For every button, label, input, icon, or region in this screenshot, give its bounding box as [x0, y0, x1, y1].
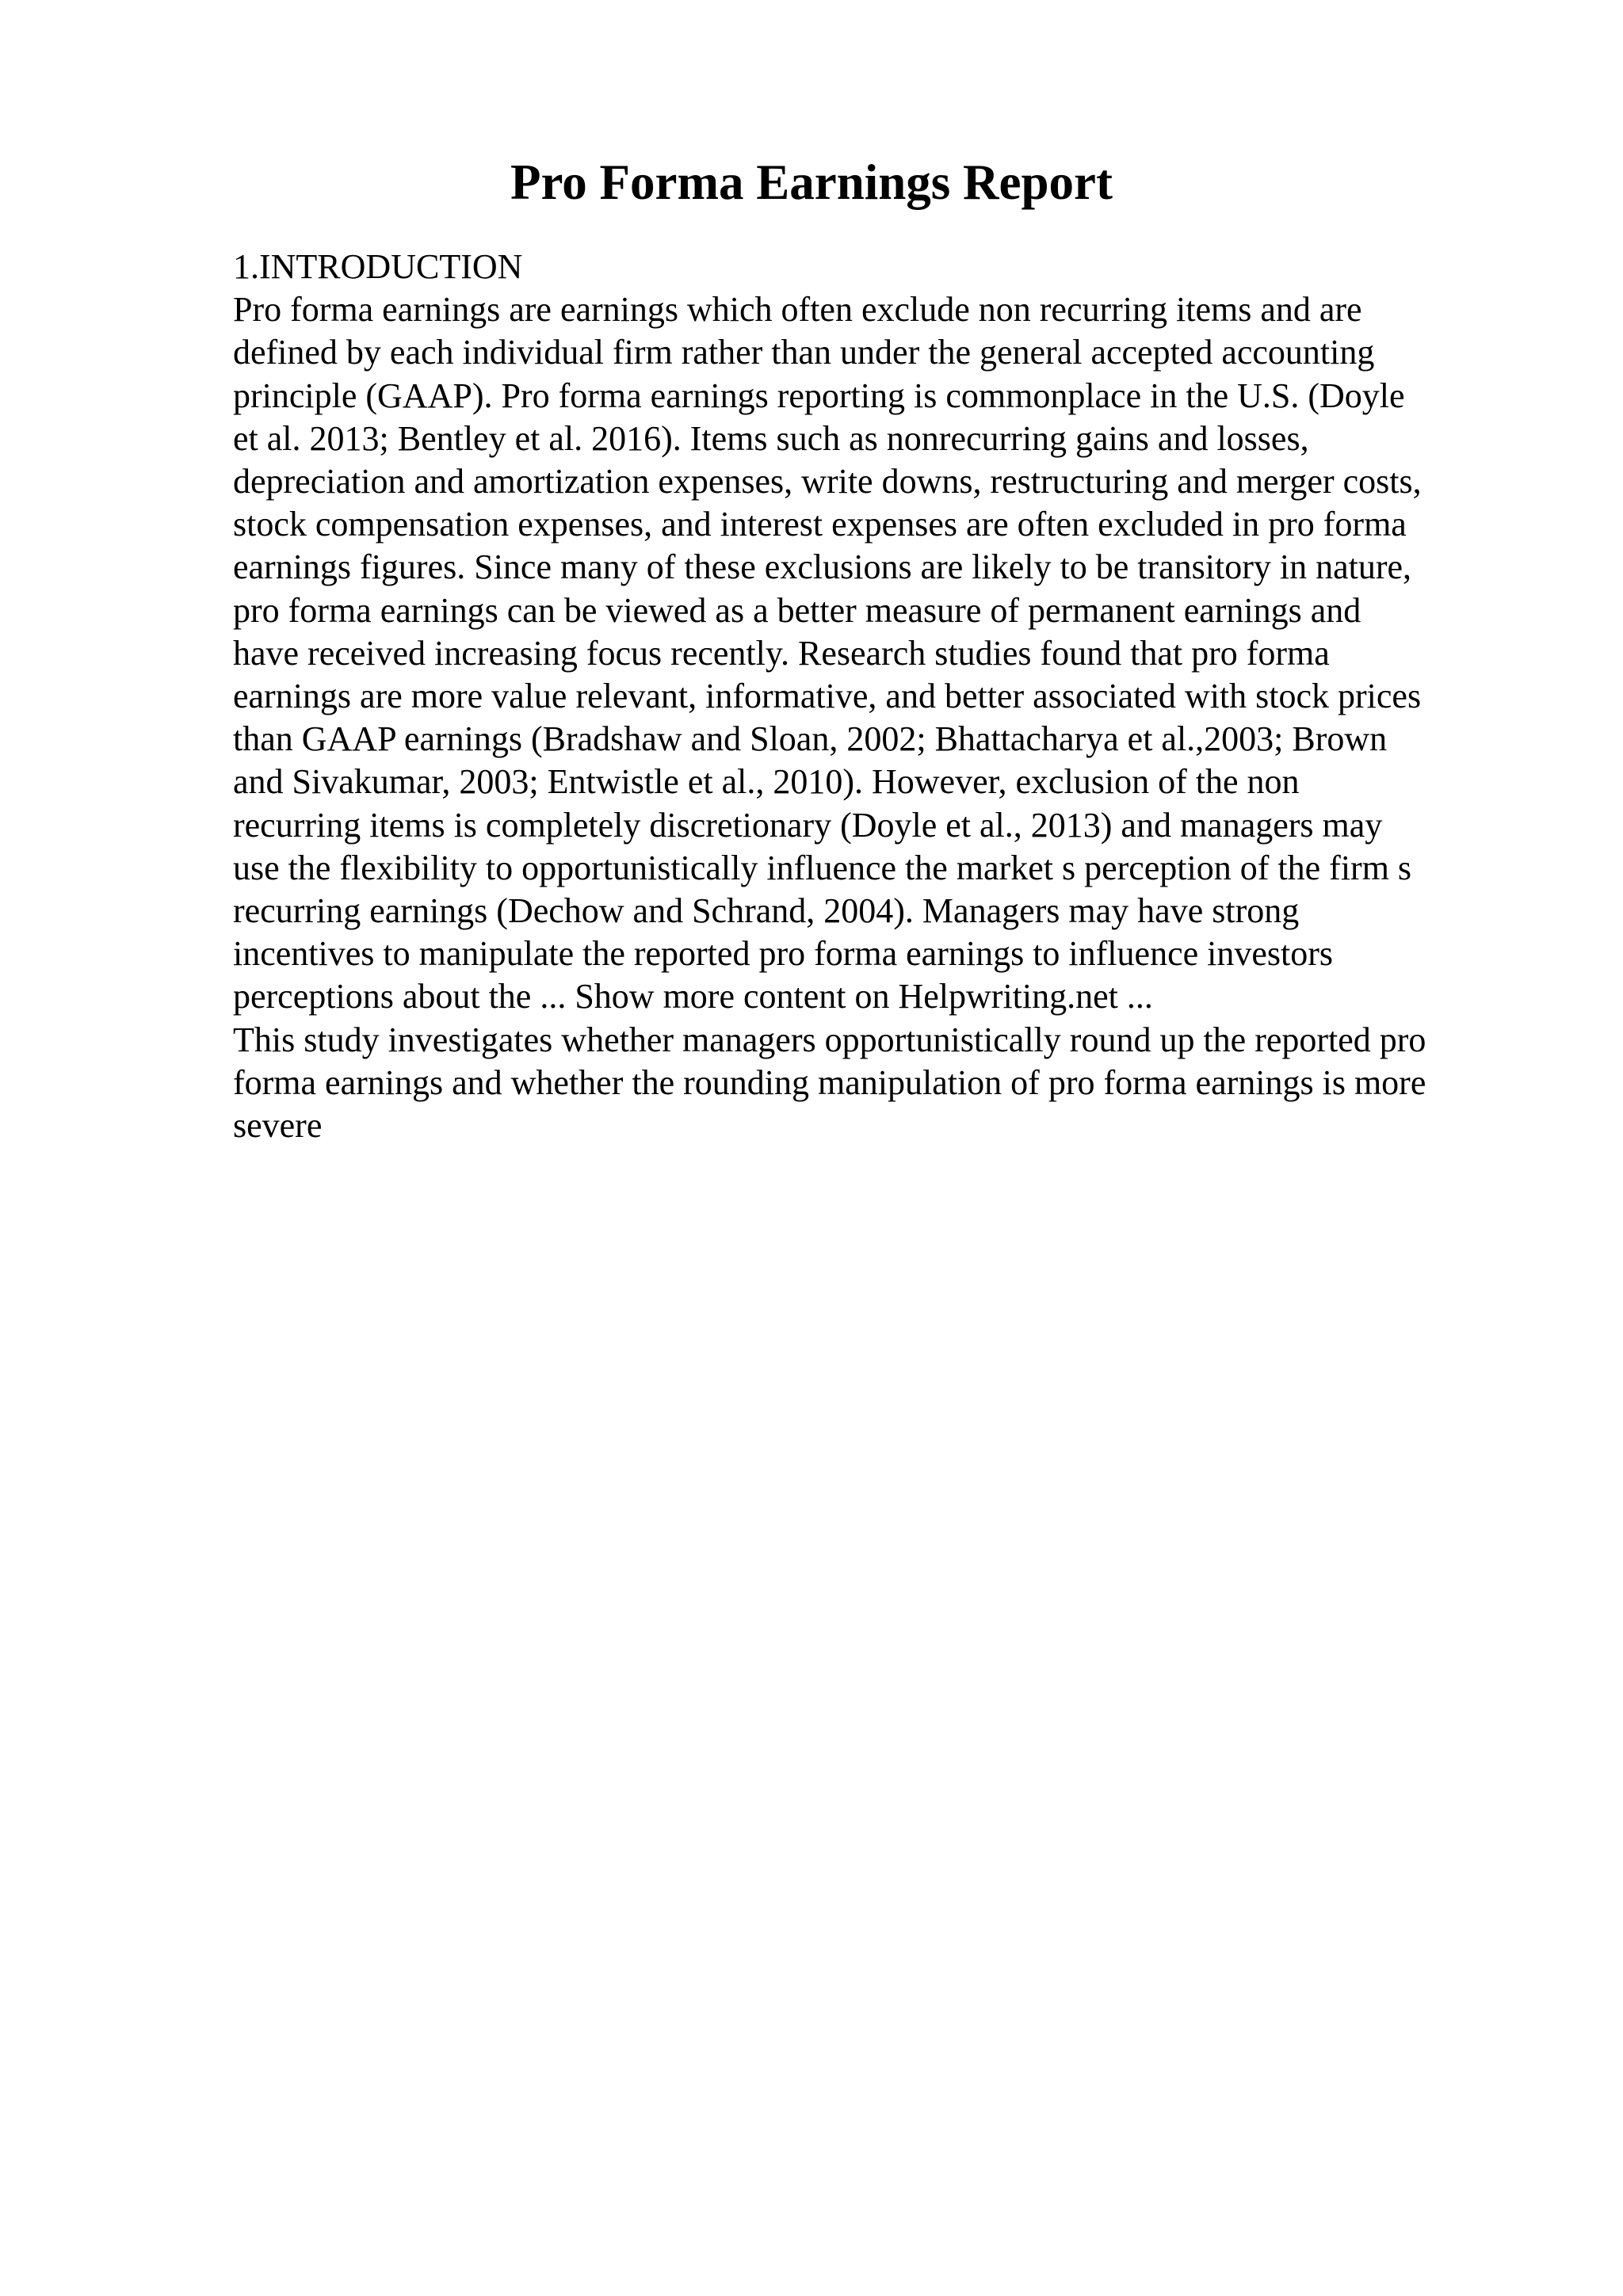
- text-line: pro forma earnings can be viewed as a better measure of permanent earnings and: [233, 590, 1361, 630]
- text-line: This study investigates whether managers opportunistically round up the reported pro: [233, 1020, 1426, 1059]
- text-line: recurring items is completely discretionary (Doyle et al., 2013) and managers may: [233, 805, 1383, 845]
- text-line: than GAAP earnings (Bradshaw and Sloan, 2002; Bhattacharya et al.,2003; Brown: [233, 719, 1388, 759]
- text-line: use the flexibility to opportunistically influence the market s perception of the firm s: [233, 848, 1412, 887]
- text-line: principle (GAAP). Pro forma earnings reporting is commonplace in the U.S. (Doyle: [233, 376, 1405, 415]
- body-text: [233, 246, 1517, 1147]
- show-more-line: perceptions about the ... Show more content on Helpwriting.net ...: [233, 977, 1153, 1016]
- text-line: depreciation and amortization expenses, write downs, restructuring and merger costs,: [233, 462, 1422, 502]
- text-line: severe: [233, 1106, 323, 1146]
- text-line: have received increasing focus recently. Research studies found that pro forma: [233, 633, 1330, 673]
- page-title: Pro Forma Earnings Report: [510, 154, 1113, 210]
- text-line: earnings are more value relevant, informative, and better associated with stock prices: [233, 677, 1422, 716]
- section-heading: 1.INTRODUCTION: [233, 247, 523, 286]
- text-line: stock compensation expenses, and interest expenses are often excluded in pro forma: [233, 505, 1407, 544]
- text-line: defined by each individual firm rather than under the general accepted accounting: [233, 333, 1375, 372]
- text-line: earnings figures. Since many of these exclusions are likely to be transitory in nature,: [233, 547, 1412, 587]
- text-line: and Sivakumar, 2003; Entwistle et al., 2010). However, exclusion of the non: [233, 762, 1300, 802]
- text-line: recurring earnings (Dechow and Schrand, 2004). Managers may have strong: [233, 891, 1300, 931]
- text-line: incentives to manipulate the reported pro forma earnings to influence investors: [233, 934, 1333, 974]
- text-line: forma earnings and whether the rounding manipulation of pro forma earnings is more: [233, 1062, 1426, 1102]
- text-line: et al. 2013; Bentley et al. 2016). Items such as nonrecurring gains and losses,: [233, 418, 1309, 458]
- text-line: Pro forma earnings are earnings which often exclude non recurring items and are: [233, 290, 1362, 330]
